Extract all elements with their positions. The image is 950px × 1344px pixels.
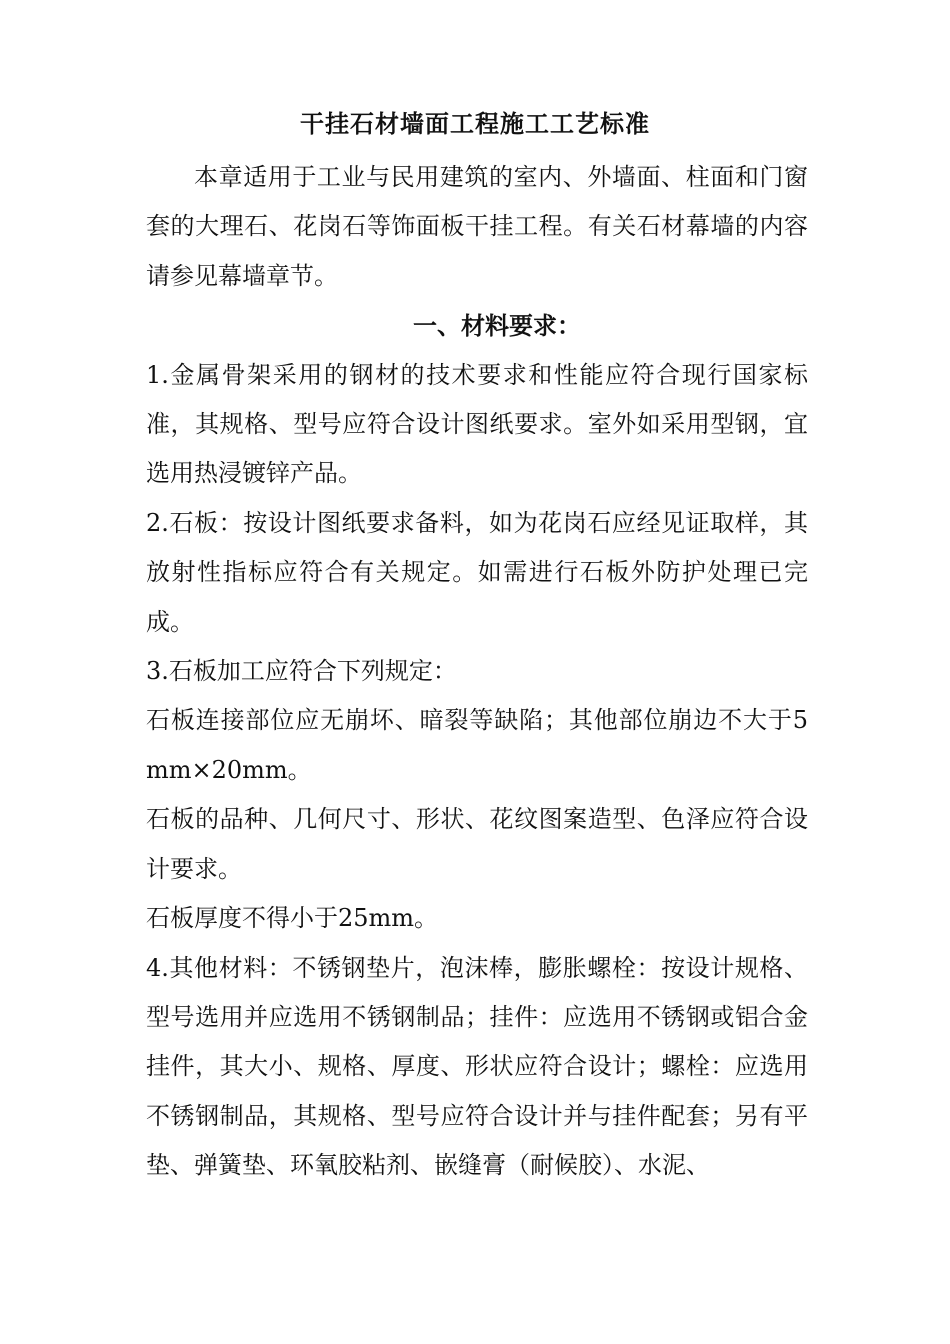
paragraph-processing-rules: 3.石板加工应符合下列规定： (146, 657, 457, 686)
paragraph-steel-frame: 1.金属骨架采用的钢材的技术要求和性能应符合现行国家标准，其规格、型号应符合设计图纸要求。室外如采用型钢，宜选用热浸镀锌产品。 (146, 360, 808, 488)
paragraph-variety-dimensions: 石板的品种、几何尺寸、形状、花纹图案造型、色泽应符合设计要求。 (146, 805, 808, 883)
paragraph-thickness: 石板厚度不得小于25mm。 (146, 904, 439, 933)
section-heading-materials: 一、材料要求： (413, 311, 581, 341)
document-body (146, 153, 808, 1191)
paragraph-stone-slab: 2.石板：按设计图纸要求备料，如为花岗石应经见证取样，其放射性指标应符合有关规定。如需进行石板外防护处理已完成。 (146, 508, 808, 636)
intro-paragraph: 本章适用于工业与民用建筑的室内、外墙面、柱面和门窗套的大理石、花岗石等饰面板干挂工程。有关石材幕墙的内容请参见幕墙章节。 (146, 163, 808, 290)
paragraph-connection-defects: 石板连接部位应无崩坏、暗裂等缺陷；其他部位崩边不大于5mm×20mm。 (146, 706, 808, 784)
paragraph-other-materials: 4.其他材料：不锈钢垫片，泡沫棒，膨胀螺栓：按设计规格、型号选用并应选用不锈钢制品；挂件：应选用不锈钢或铝合金挂件，其大小、规格、厚度、形状应符合设计；螺栓：应选用不锈钢制品，其规格、型号应符合设计并与挂件配套；另有平垫、弹簧垫、环氧胶粘剂、嵌缝膏（耐候胶）、水泥、 (146, 953, 808, 1180)
document-title: 干挂石材墙面工程施工工艺标准 (300, 109, 650, 138)
